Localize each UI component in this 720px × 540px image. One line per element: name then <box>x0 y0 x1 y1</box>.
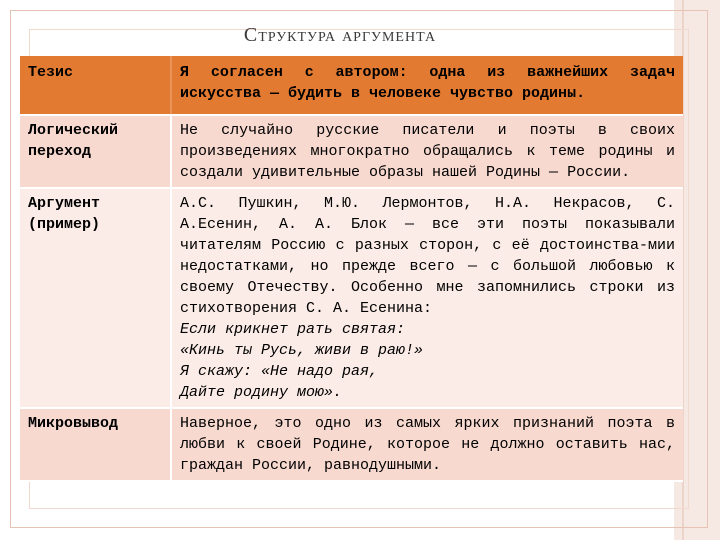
poem-line: Я скажу: «Не надо рая, <box>180 363 379 380</box>
row-label: Логический переход <box>20 115 171 188</box>
row-text: А.С. Пушкин, М.Ю. Лермонтов, Н.А. Некрасов, С. А.Есенин, А. А. Блок — все эти поэты показывали читателям Россию с разных сторон, с её достоинства-мии недостатками, но прежде всего — с большой любовью к своему Отечеству. Особенно мне запомнились строки из стихотворения С. А. Есенина: <box>180 195 675 317</box>
row-text: Наверное, это одно из самых ярких признаний поэта в любви к своей Родине, которое не должно оставить нас, граждан России, равнодушными. <box>171 408 683 481</box>
table-row-transition <box>20 115 683 188</box>
poem-line: Если крикнет рать святая: <box>180 321 406 338</box>
poem-line: Дайте родину мою». <box>180 384 343 401</box>
row-text: Не случайно русские писатели и поэты в своих произведениях многократно обращались к теме родины и создали удивительные образы нашей Родины — России. <box>171 115 683 188</box>
table-row-argument <box>20 188 683 408</box>
row-label: Аргумент (пример) <box>20 188 171 408</box>
poem-line: «Кинь ты Русь, живи в раю!» <box>180 342 424 359</box>
argument-structure-table <box>20 56 683 482</box>
table-row-thesis <box>20 56 683 115</box>
row-label: Микровывод <box>20 408 171 481</box>
slide-title: Структура аргумента <box>243 24 437 46</box>
table-row-conclusion <box>20 408 683 481</box>
row-text: Я согласен с автором: одна из важнейших задач искусства — будить в человеке чувство родины. <box>171 56 683 115</box>
row-label: Тезис <box>20 56 171 115</box>
row-text-cell <box>171 188 683 408</box>
